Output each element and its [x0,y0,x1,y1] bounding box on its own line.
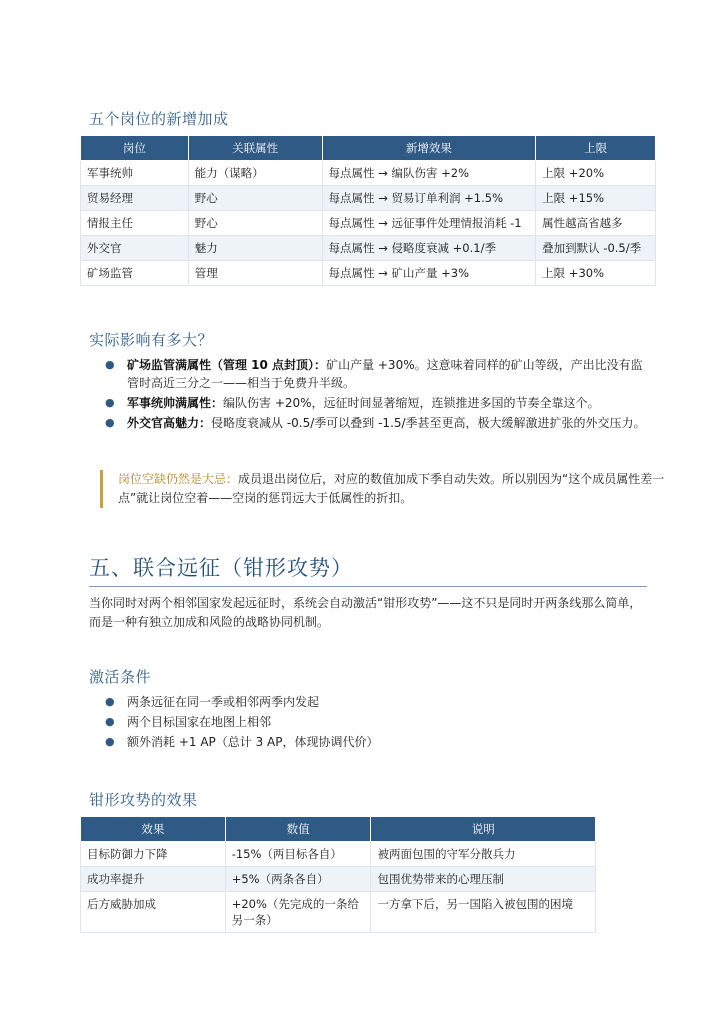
list-item-text: 额外消耗 +1 AP（总计 3 AP，体现协调代价） [127,735,379,749]
table-cell: 能力（谋略） [188,161,322,186]
table-cell: 包围优势带来的心理压制 [371,867,596,892]
header-cell: 效果 [81,817,226,842]
table-cell: 野心 [188,186,322,211]
section-title-positions: 五个岗位的新增加成 [89,110,229,128]
table-cell: 魅力 [188,236,322,261]
header-cell: 关联属性 [188,136,322,161]
header-cell: 说明 [371,817,596,842]
table-cell: 军事统帅 [81,161,189,186]
table-cell: -15%（两目标各自） [225,842,371,867]
table-cell: 上限 +15% [536,186,656,211]
table-cell: 后方威胁加成 [81,892,226,933]
table-cell: 每点属性 → 编队伤害 +2% [322,161,536,186]
list-item [89,356,649,392]
section-title-activation: 激活条件 [89,668,152,686]
table-row [81,186,656,211]
table-cell: +5%（两条各自） [225,867,371,892]
positions-table-header [81,136,656,161]
callout-note [100,470,668,508]
bullet-icon: ● [105,396,115,409]
section-title-effects: 钳形攻势的效果 [89,791,198,809]
bullet-icon: ● [105,715,115,728]
table-cell: 野心 [188,211,322,236]
list-item [89,394,649,412]
list-item-text: 两个目标国家在地图上相邻 [127,715,272,729]
table-cell: 每点属性 → 远征事件处理情报消耗 -1 [322,211,536,236]
table-cell: 情报主任 [81,211,189,236]
table-row [81,867,596,892]
table-cell: 一方拿下后，另一国陷入被包围的困境 [371,892,596,933]
table-cell: +20%（先完成的一条给另一条） [225,892,371,933]
effects-table [80,816,596,933]
header-cell: 数值 [225,817,371,842]
activation-list [89,693,649,753]
list-item-strong: 矿场监管满属性（管理 10 点封顶）： [127,358,327,372]
header-cell: 新增效果 [322,136,536,161]
bullet-icon: ● [105,416,115,429]
chapter-title: 五、联合远征（钳形攻势） [89,552,647,587]
bullet-icon: ● [105,695,115,708]
table-cell: 贸易经理 [81,186,189,211]
list-item [89,713,649,731]
table-row [81,161,656,186]
list-item [89,414,649,432]
table-cell: 被两面包围的守军分散兵力 [371,842,596,867]
table-cell: 每点属性 → 贸易订单利润 +1.5% [322,186,536,211]
list-item [89,693,649,711]
header-cell: 岗位 [81,136,189,161]
header-cell: 上限 [536,136,656,161]
bullet-icon: ● [105,735,115,748]
table-row [81,236,656,261]
list-item-text: 侵略度衰减从 -0.5/季可以叠到 -1.5/季甚至更高，极大缓解激进扩张的外交压力。 [211,416,646,430]
table-cell: 外交官 [81,236,189,261]
table-cell: 上限 +30% [536,261,656,286]
list-item-text: 两条远征在同一季或相邻两季内发起 [127,695,320,709]
positions-table [80,135,656,286]
table-row [81,261,656,286]
table-cell: 成功率提升 [81,867,226,892]
table-cell: 目标防御力下降 [81,842,226,867]
callout-text: 成员退出岗位后，对应的数值加成下季自动失效。所以别因为“这个成员属性差一点”就让岗位空着——空岗的惩罚远大于低属性的折扣。 [118,472,665,505]
section-title-impact: 实际影响有多大？ [89,331,214,349]
table-cell: 每点属性 → 侵略度衰减 +0.1/季 [322,236,536,261]
list-item [89,733,649,751]
table-cell: 矿场监管 [81,261,189,286]
bullet-icon: ● [105,358,115,371]
effects-table-header [81,817,596,842]
table-row [81,892,596,933]
callout-lead: 岗位空缺仍然是大忌： [118,472,239,486]
table-cell: 上限 +20% [536,161,656,186]
table-cell: 管理 [188,261,322,286]
list-item-strong: 军事统帅满属性： [127,396,224,410]
table-cell: 每点属性 → 矿山产量 +3% [322,261,536,286]
impact-list [89,356,649,434]
intro-paragraph: 当你同时对两个相邻国家发起远征时，系统会自动激活“钳形攻势”——这不只是同时开两条线那么简单，而是一种有独立加成和风险的战略协同机制。 [89,596,642,629]
list-item-text: 编队伤害 +20%，远征时间显著缩短，连锁推进多国的节奏全靠这个。 [223,396,600,410]
list-item-strong: 外交官高魅力： [127,416,212,430]
list-item-text: 矿山产量 +30%。这意味着同样的矿山等级，产出比没有监管时高近三分之一——相当于免费升半级。 [127,358,643,390]
table-row [81,211,656,236]
table-cell: 属性越高省越多 [536,211,656,236]
table-row [81,842,596,867]
table-cell: 叠加到默认 -0.5/季 [536,236,656,261]
